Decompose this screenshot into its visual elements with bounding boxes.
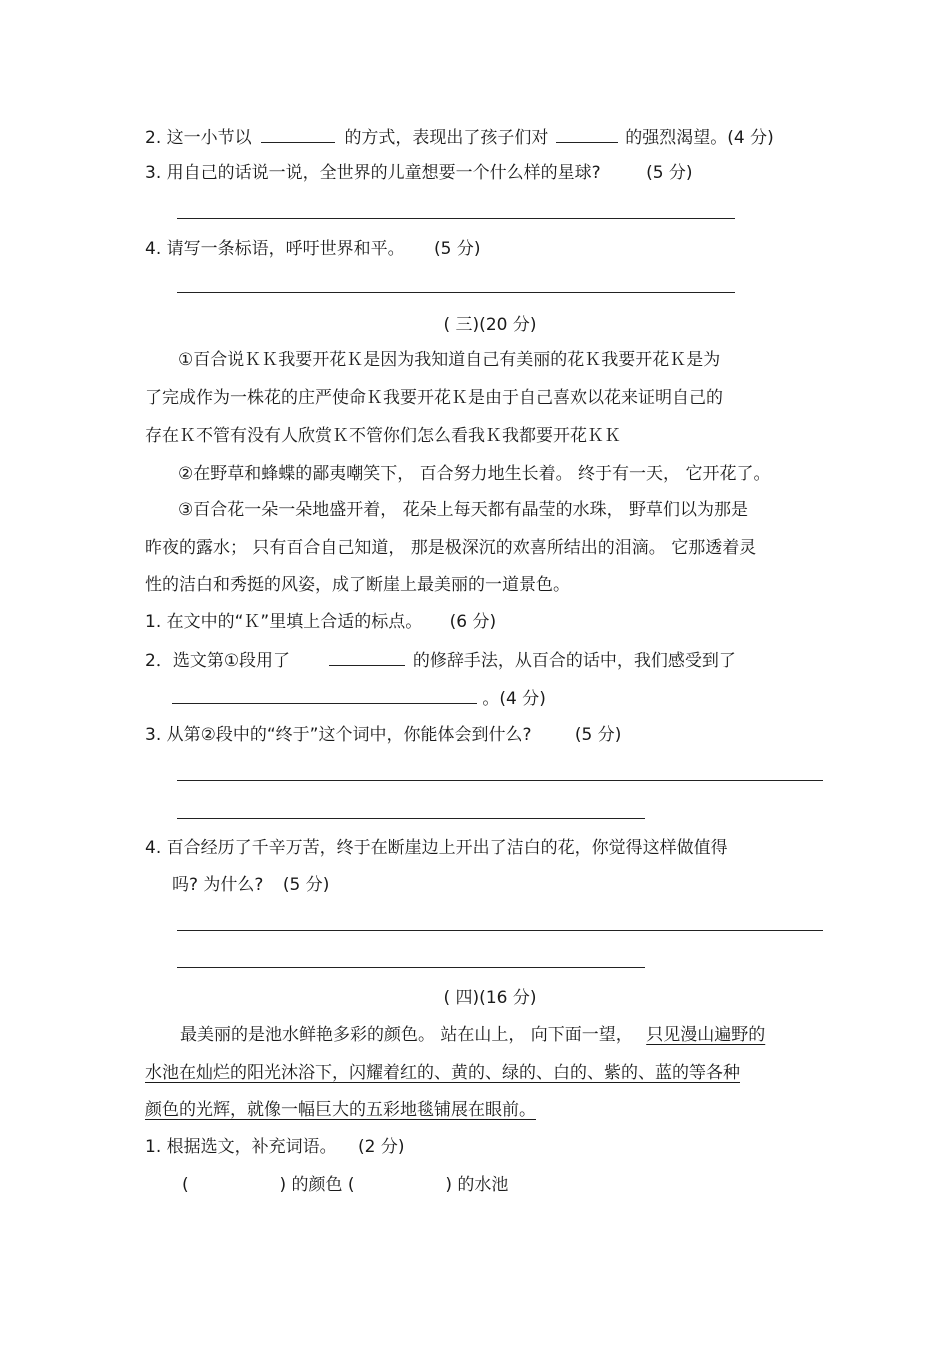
section-3-question-4-answer-line-2[interactable]: [177, 967, 645, 968]
question-2-line: [145, 126, 774, 148]
section-3-question-3: [145, 724, 621, 746]
question-3-line: [145, 162, 693, 184]
question-2-suffix: 的强烈渴望。(4 分): [625, 128, 774, 148]
section-4-question-1-fill: [182, 1174, 508, 1196]
section-3-question-3-answer-line-1[interactable]: [177, 780, 823, 781]
section-3-question-2-line2: [172, 687, 546, 709]
section-3-question-1: [145, 611, 496, 633]
section-3-question-2: [145, 649, 736, 671]
section-3-question-2-blank-1[interactable]: [329, 649, 405, 666]
section-3-question-4-answer-line-1[interactable]: [177, 930, 823, 931]
section-3-question-4-line1: 4. 百合经历了千辛万苦，终于在断崖边上开出了洁白的花，你觉得这样做值得: [145, 838, 728, 858]
section-3-question-2-line2-suffix: 。(4 分): [482, 689, 546, 709]
passage-3-p1-line1: ①百合说ＫＫ我要开花Ｋ是因为我知道自己有美丽的花Ｋ我要开花Ｋ是为: [178, 350, 721, 370]
question-4-answer-line[interactable]: [177, 292, 735, 293]
question-4-score: (5 分): [434, 239, 481, 259]
passage-4-line2: [145, 1062, 740, 1084]
section-3-question-2-prefix: 2．选文第①段用了: [145, 651, 291, 671]
question-3-answer-line[interactable]: [177, 218, 735, 219]
question-3-text: 3. 用自己的话说一说，全世界的儿童想要一个什么样的星球?: [145, 163, 601, 183]
passage-3-p3-line1: ③百合花一朵一朵地盛开着， 花朵上每天都有晶莹的水珠， 野草们以为那是: [178, 500, 749, 520]
passage-4-line3: [145, 1099, 536, 1121]
passage-3-p3-line2: 昨夜的露水； 只有百合自己知道， 那是极深沉的欢喜所结出的泪滴。 它那透着灵: [145, 538, 757, 558]
section-3-question-2-blank-2[interactable]: [172, 687, 477, 704]
section-4-question-1: [145, 1136, 405, 1158]
passage-3-p1-line2: 了完成作为一株花的庄严使命Ｋ我要开花Ｋ是由于自己喜欢以花来证明自己的: [145, 388, 723, 408]
question-4-text: 4. 请写一条标语，呼吁世界和平。: [145, 239, 405, 259]
section-3-question-3-score: (5 分): [574, 725, 622, 745]
fill-right-close-text: ) 的水池: [445, 1175, 509, 1195]
section-4-heading: ( 四)(16 分): [443, 988, 537, 1008]
section-3-question-4-line2-text: 吗? 为什么?: [172, 875, 264, 895]
section-3-question-3-text: 3. 从第②段中的“终于”这个词中，你能体会到什么?: [145, 725, 532, 745]
passage-3-p3-line3: 性的洁白和秀挺的风姿，成了断崖上最美丽的一道景色。: [145, 575, 570, 595]
fill-left-open-paren: (: [182, 1175, 189, 1195]
passage-3-p2-line1: ②在野草和蜂蝶的鄙夷嘲笑下， 百合努力地生长着。 终于有一天， 它开花了。: [178, 464, 771, 484]
fill-left-close-text: ) 的颜色 (: [279, 1175, 355, 1195]
section-4-question-1-score: (2 分): [358, 1137, 405, 1157]
question-2-blank-1[interactable]: [261, 126, 335, 143]
passage-4-line3-underlined: 颜色的光辉，就像一幅巨大的五彩地毯铺展在眼前。: [145, 1100, 536, 1120]
question-4-line: [145, 238, 481, 260]
passage-4-line2-underlined: 水池在灿烂的阳光沐浴下，闪耀着红的、黄的、绿的、白的、紫的、蓝的等各种: [145, 1063, 740, 1083]
section-3-question-4-line2: [172, 874, 329, 896]
question-2-blank-2[interactable]: [556, 126, 618, 143]
section-3-question-1-text: 1. 在文中的“Ｋ”里填上合适的标点。: [145, 612, 423, 632]
question-2-prefix: 2. 这一小节以: [145, 128, 252, 148]
section-4-question-1-text: 1. 根据选文，补充词语。: [145, 1137, 337, 1157]
section-3-question-3-answer-line-2[interactable]: [177, 818, 645, 819]
passage-3-p1-line3: 存在Ｋ不管有没有人欣赏Ｋ不管你们怎么看我Ｋ我都要开花ＫＫ: [145, 426, 621, 446]
section-3-question-2-suffix: 的修辞手法，从百合的话中，我们感受到了: [412, 651, 736, 671]
question-3-score: (5 分): [646, 163, 693, 183]
section-3-question-1-score: (6 分): [449, 612, 497, 632]
section-3-question-4-score: (5 分): [282, 875, 330, 895]
section-3-heading: ( 三)(20 分): [443, 315, 537, 335]
passage-4-line1: [180, 1024, 765, 1046]
question-2-middle: 的方式，表现出了孩子们对: [344, 128, 549, 148]
passage-4-line1-plain: 最美丽的是池水鲜艳多彩的颜色。 站在山上， 向下面一望，: [180, 1025, 633, 1045]
passage-4-line1-underlined: 只见漫山遍野的: [646, 1025, 766, 1045]
